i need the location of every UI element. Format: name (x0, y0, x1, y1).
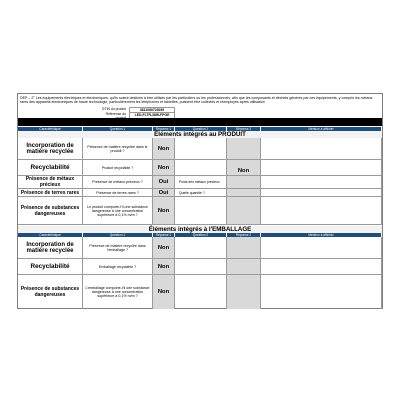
col-question-1: Question 1 (83, 233, 153, 237)
row-question-1: Présence de matière recyclée dans l'emballage ? (83, 237, 153, 258)
row-answer-1: Non (153, 160, 175, 175)
col-characteristic: Caractéristique (18, 127, 83, 131)
row-answer-1: Non (153, 237, 175, 258)
col-answer-2: Réponse 2 (227, 233, 261, 237)
row-question-1: Emballage recyclable ? (83, 259, 153, 274)
row-question-1: Présence de métaux précieux ? (83, 176, 153, 188)
row-characteristic: Présence de substances dangereuses (18, 197, 83, 224)
row-mention (261, 160, 382, 175)
row-question-2 (175, 237, 227, 258)
intro-text: DEP – 2° Les équipements électriques et électroniques, qu'ils soient destinés à être utilisés par les particuliers ou les professionnels, afin que les composants et déchets générés par ces équipements, y compris les métaux rares des appareils électroniques de haute technologie, particulièrement les téléphones et tablettes, puissent être collectés et réemployés après utilisation (20, 96, 373, 105)
row-question-2: Poids des métaux précieux (175, 176, 227, 188)
row-answer-1: Non (153, 259, 175, 274)
row-answer-2 (227, 189, 261, 196)
table-row (18, 176, 382, 189)
row-answer-2 (227, 160, 261, 175)
row-question-1: Produit recyclable ? (83, 160, 153, 175)
reference-label: Référence du (105, 112, 126, 116)
row-mention (261, 138, 382, 159)
row-answer-2 (227, 259, 261, 274)
row-answer-2 (227, 237, 261, 258)
product-section-title: Éléments intégrés au PRODUIT (18, 131, 382, 138)
col-characteristic: Caractéristique (18, 233, 83, 237)
table-row (18, 197, 382, 225)
col-answer-1: Réponse 1 (153, 127, 175, 131)
row-mention (261, 176, 382, 188)
col-answer-1: Réponse 1 (153, 233, 175, 237)
table-row (18, 189, 382, 197)
table-row (18, 160, 382, 176)
col-mention: Mention à afficher (261, 127, 382, 131)
table-row (18, 259, 382, 275)
gtin-value: 3611080723039 (129, 107, 175, 113)
gtin-label: GTIN du produit (101, 107, 126, 111)
row-mention (261, 189, 382, 196)
table-row (18, 275, 382, 309)
row-question-2 (175, 197, 227, 224)
row-question-2: Quelle quantité ? (175, 189, 227, 196)
row-question-2 (175, 259, 227, 274)
row-characteristic: Présence de métaux précieux (18, 176, 83, 188)
row-answer-1: Non (153, 275, 175, 309)
row-answer-2 (227, 197, 261, 224)
table-row (18, 237, 382, 259)
row-answer-2 (227, 176, 261, 188)
row-question-1: Présence de matière recyclée dans le produit ? (83, 138, 153, 159)
row-question-1: Le produit comporte-t'il une substance dangereuse à une concentration supérieure à 0,1% m/m ? (83, 197, 153, 224)
col-mention: Mention à afficher (261, 233, 382, 237)
row-mention (261, 275, 382, 309)
row-answer-1: Non (153, 138, 175, 159)
row-answer-1: Oui (153, 176, 175, 188)
row-characteristic: Incorporation de matière recyclée (18, 237, 83, 258)
row-characteristic: Recyclabilité (18, 259, 83, 274)
row-answer-2 (227, 275, 261, 309)
row-mention (261, 197, 382, 224)
row-mention (261, 259, 382, 274)
packaging-section-title: Éléments intégrés à l'EMBALLAGE (18, 226, 382, 233)
row-answer-1: Non (153, 197, 175, 224)
reference-value: LED-FLTR-38W-FPOE (129, 112, 175, 120)
row-question-1: Présence de terres rares ? (83, 189, 153, 196)
row-mention (261, 237, 382, 258)
row-question-1: L'emballage comporte-t'il une substance dangereuse à une concentration supérieure à 0,1% m/m ? (83, 275, 153, 309)
row-question-2 (175, 160, 227, 175)
row-question-2 (175, 138, 227, 159)
row-answer-2 (227, 138, 261, 159)
black-separator-bar (18, 118, 382, 126)
row-answer-2-value: Non (237, 168, 250, 174)
row-characteristic: Incorporation de matière recyclée (18, 138, 83, 159)
row-question-2 (175, 275, 227, 309)
row-answer-1: Oui (153, 189, 175, 196)
col-question-2: Question 2 (175, 233, 227, 237)
row-characteristic: Présence de terres rares (18, 189, 83, 196)
row-characteristic: Recyclabilité (18, 160, 83, 175)
col-question-2: Question 2 (175, 127, 227, 131)
col-answer-2: Réponse 2 (227, 127, 261, 131)
row-characteristic: Présence de substances dangereuses (18, 275, 83, 309)
declaration-sheet (17, 93, 383, 309)
col-question-1: Question 1 (83, 127, 153, 131)
table-row (18, 138, 382, 160)
